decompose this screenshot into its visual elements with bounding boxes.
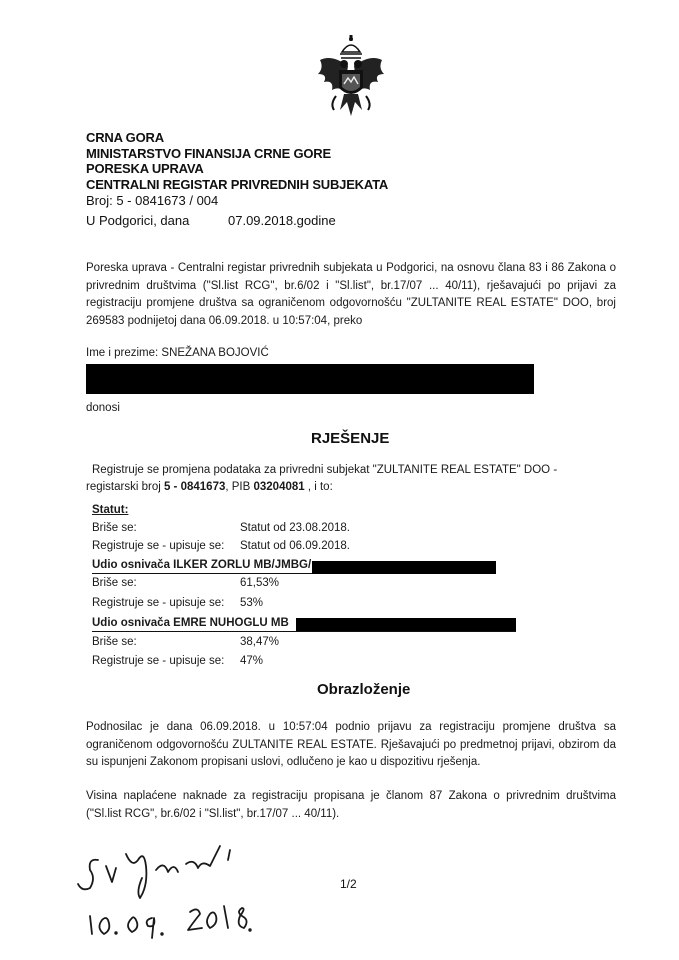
header-tax-administration: PORESKA UPRAVA [86,161,204,176]
place-label: U Podgorici, dana [86,213,190,228]
udio2-brise-value: 38,47% [240,636,280,648]
rjesenje-title: RJEŠENJE [311,430,390,447]
udio2-brise-label: Briše se: [92,636,137,648]
issue-date: 07.09.2018.godine [228,213,336,228]
decision-reg-label: registarski broj [86,481,164,493]
udio2-upisuje-label: Registruje se - upisuje se: [92,655,225,667]
redacted-id-1 [312,561,496,574]
decision-line-1: Registruje se promjena podataka za privredni subjekat "ZULTANITE REAL ESTATE" DOO - [92,464,558,476]
page-number: 1/2 [340,877,357,891]
coat-of-arms-emblem [314,34,388,124]
header-ministry: MINISTARSTVO FINANSIJA CRNE GORE [86,145,331,161]
statut-upisuje-value: Statut od 06.09.2018. [240,540,350,552]
header-registry: CENTRALNI REGISTAR PRIVREDNIH SUBJEKATA [86,176,389,192]
udio2-upisuje-value: 47% [240,655,264,667]
redacted-block [86,364,534,394]
obrazlozenje-paragraph-2: Visina naplaćene naknade za registraciju propisana je članom 87 Zakona o privrednim društvima ("Sl.list RCG", br.6/02 i "Sl.list", br.17/07 ... 40/11). [86,790,616,820]
udio1-brise-value: 61,53% [240,577,280,589]
place-date-row [86,213,336,228]
donosi-text: donosi [86,402,120,414]
statut-brise-label: Briše se: [92,522,137,534]
authority-header [86,130,388,192]
registration-number: 5 - 0841673 [163,481,226,493]
handwritten-signature-and-date [60,838,320,948]
statut-brise-value: Statut od 23.08.2018. [240,522,350,534]
obrazlozenje-title: Obrazloženje [317,681,411,698]
udio1-brise-label: Briše se: [92,577,137,589]
decision-pib-label: , PIB [225,481,254,493]
official-name: Ime i prezime: SNEŽANA BOJOVIĆ [86,347,269,359]
udio1-upisuje-label: Registruje se - upisuje se: [92,597,225,609]
pib-number: 03204081 [253,481,305,493]
udio2-heading: Udio osnivača EMRE NUHOGLU MB [92,617,289,629]
decision-line-2 [86,481,333,493]
decision-suffix: , i to: [304,481,333,493]
statut-heading: Statut: [92,504,129,516]
document-number: Broj: 5 - 0841673 / 004 [86,193,219,208]
intro-paragraph: Poreska uprava - Centralni registar privrednih subjekata u Podgorici, na osnovu člana 83 i 86 Zakona o privrednim društvima ("Sl.list RCG", br.6/02 i "Sl.list", br.17/07 ... 40/11), rješavajući po prijavi za registraciju promjene društva sa ograničenom odgovornošću "ZULTANITE REAL ESTATE" DOO, broj 269583 podnijetoj dana 06.09.2018. u 10:57:04, preko [86,262,616,327]
udio1-upisuje-value: 53% [240,597,264,609]
obrazlozenje-paragraph-1: Podnosilac je dana 06.09.2018. u 10:57:04 podnio prijavu za registraciju promjene društva sa ograničenom odgovornošću ZULTANITE REAL ESTATE. Rješavajući po predmetnoj prijavi, obzirom da su ispunjeni Zakonom propisani uslovi, odlučeno je kao u dispozitivu rješenja. [86,721,616,768]
statut-upisuje-label: Registruje se - upisuje se: [92,540,225,552]
redacted-id-2 [296,618,516,631]
header-country: CRNA GORA [86,130,164,145]
udio1-heading: Udio osnivača ILKER ZORLU MB/JMBG/ [92,559,312,571]
